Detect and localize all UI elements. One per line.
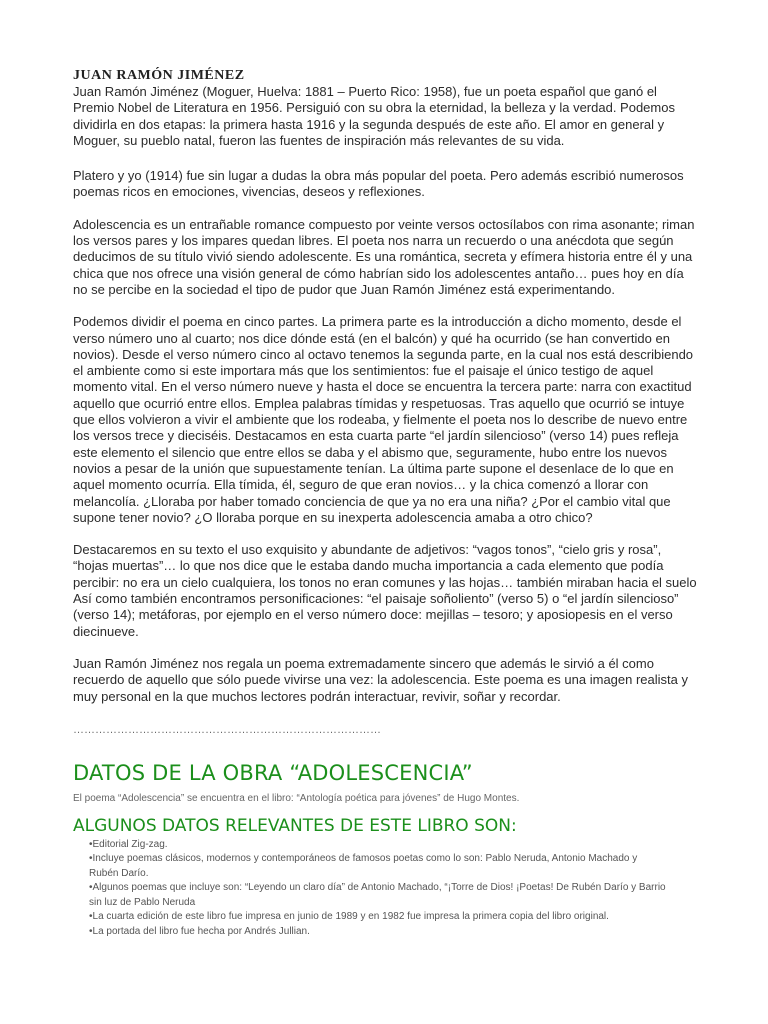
section-heading-datos: DATOS DE LA OBRA “ADOLESCENCIA” (73, 760, 473, 785)
paragraph-conclusion: Juan Ramón Jiménez nos regala un poema extremadamente sincero que además le sirvió a él como recuerdo de aquello que sólo puede vivirse una vez: la adolescencia. Este poema es una imagen realista y muy personal en la que muchos lectores podrán interactuar, revivir, soñar y recordar. (73, 655, 688, 704)
bullet-marker: • (89, 838, 93, 850)
paragraph-adolescencia: Adolescencia es un entrañable romance compuesto por veinte versos octosílabos con rima asonante; riman los versos pares y los impares quedan libres. El poeta nos narra un recuerdo o una anécdota que según deducimos de su título vivió siendo adolescente. Es una romántica, secreta y efímera historia entre él y una chica que nos ofrece una visión general de cómo habrían sido los adolescentes antaño… pues hoy en día no se percibe en la sociedad el tipo de pudor que Juan Ramón Jiménez está experimentando. (73, 216, 695, 297)
paragraph-adjetivos: Destacaremos en su texto el uso exquisito y abundante de adjetivos: “vagos tonos”, “cielo gris y rosa”, “hojas muertas”… lo que nos dice que le estaba dando mucha importancia a cada elemento que podía percibir: no era un cielo cualquiera, los tonos no eran comunes y las hojas… también miraban hacia el suelo Así como también encontramos personificaciones: “el paisaje soñoliento” (verso 5) o “el jardín silencioso” (verso 14); metáforas, por ejemplo en el verso número doce: mejillas – tesoro; y aposiopesis en el verso diecinueve. (73, 542, 697, 639)
bullet-marker: • (89, 882, 93, 894)
datos-intro: El poema “Adolescencia” se encuentra en el libro: “Antología poética para jóvenes” de Hugo Montes. (73, 792, 520, 804)
list-item (89, 925, 669, 940)
subsection-heading-relevantes: ALGUNOS DATOS RELEVANTES DE ESTE LIBRO SON: (73, 815, 517, 836)
list-item-text: La cuarta edición de este libro fue impresa en junio de 1989 y en 1982 fue impresa la primera copia del libro original. (92, 911, 609, 923)
article (73, 68, 697, 939)
list-item (89, 838, 669, 853)
list-item-text: Incluye poemas clásicos, modernos y contemporáneos de famosos poetas como lo son: Pablo Neruda, Antonio Machado y Rubén Darío. (89, 853, 638, 879)
book-facts-list (73, 838, 669, 940)
list-item (89, 910, 669, 925)
list-item-text: Editorial Zig-zag. (92, 838, 168, 850)
paragraph-platero: Platero y yo (1914) fue sin lugar a dudas la obra más popular del poeta. Pero además escribió numerosos poemas ricos en emociones, vivencias, deseos y reflexiones. (73, 168, 684, 200)
dotted-separator: ………………………………………………………………………… (73, 723, 381, 736)
list-item (89, 881, 669, 910)
list-item-text: La portada del libro fue hecha por Andrés Jullian. (92, 925, 310, 937)
bullet-marker: • (89, 925, 93, 937)
list-item-text: Algunos poemas que incluye son: “Leyendo un claro día” de Antonio Machado, “¡Torre de Dios! ¡Poetas! De Rubén Darío y Barrio sin luz de Pablo Neruda (89, 882, 666, 908)
bullet-marker: • (89, 853, 93, 865)
list-item (89, 852, 669, 881)
author-heading: JUAN RAMÓN JIMÉNEZ (73, 68, 245, 83)
bullet-marker: • (89, 911, 93, 923)
paragraph-partes: Podemos dividir el poema en cinco partes. La primera parte es la introducción a dicho momento, desde el verso número uno al cuarto; nos dice dónde está (en el balcón) y qué ha ocurrido (se han convertido en novios). Desde el verso número cinco al octavo tenemos la segunda parte, en la cual nos está describiendo el ambiente como si este importara más que los sentimientos: fue el paisaje el único testigo de aquel momento vital. En el verso número nueve y hasta el doce se encuentra la tercera parte: narra con exactitud aquello que ocurrió entre ellos. Emplea palabras tímidas y respetuosas. Tras aquello que ocurrió se intuye que ellos volvieron a vivir el ambiente que los rodeaba, y fielmente el poeta nos lo describe de nuevo entre los versos trece y dieciséis. Destacamos en esta cuarta parte “el jardín silencioso” (verso 14) pues refleja este elemento el silencio que entre ellos se daba y el abismo que, seguramente, hubo entre los nuevos novios a pesar de la unión que supuestamente tenían. La última parte supone el desenlace de lo que en aquel momento ocurría. Ella tímida, él, seguro de que eran novios… y la chica comenzó a llorar con melancolía. ¿Lloraba por haber tomado conciencia de que ya no era una niña? ¿Por el cambio vital que supone tener novio? ¿O lloraba porque en su inexperta adolescencia amaba a otro chico? (73, 314, 694, 525)
paragraph-bio: Juan Ramón Jiménez (Moguer, Huelva: 1881 – Puerto Rico: 1958), fue un poeta español que ganó el Premio Nobel de Literatura en 1956. Persiguió con su obra la eternidad, la belleza y la verdad. Podemos dividirla en dos etapas: la primera hasta 1916 y la segunda después de este año. El amor en general y Moguer, su pueblo natal, fueron las fuentes de inspiración más relevantes de su vida. (73, 84, 675, 148)
